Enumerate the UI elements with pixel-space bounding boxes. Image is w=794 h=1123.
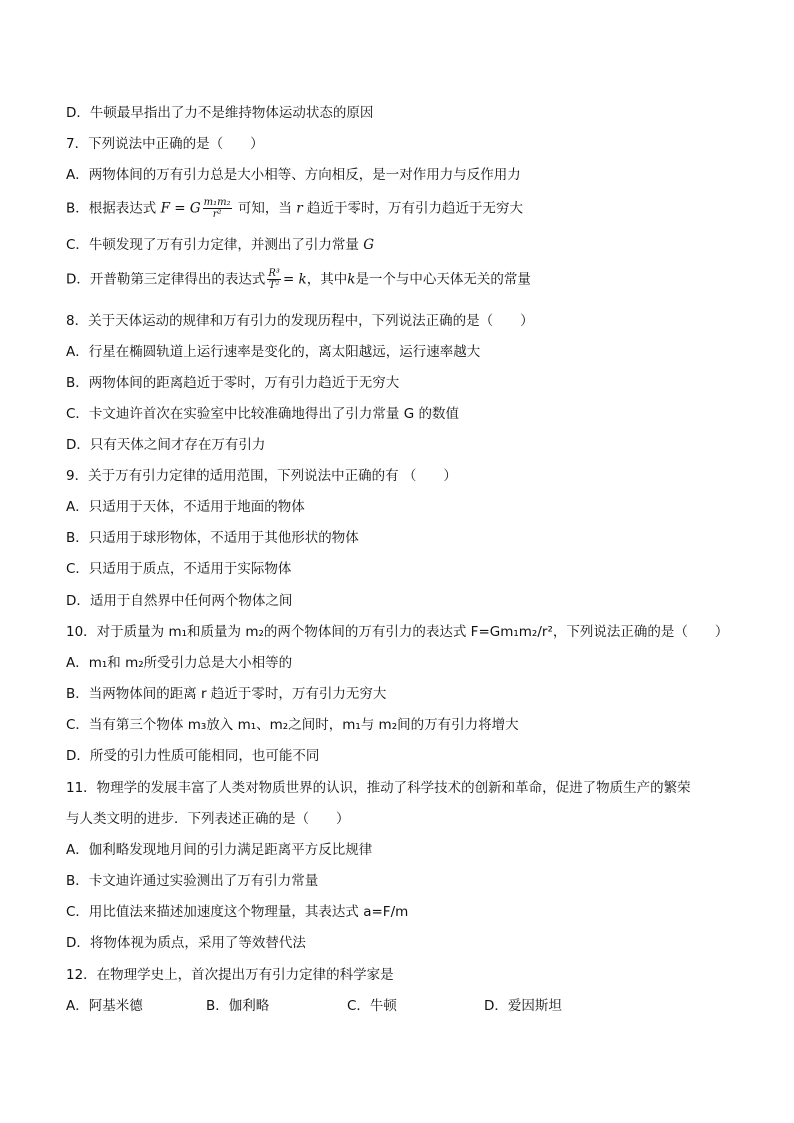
q11-option-b: B．卡文迪许通过实验测出了万有引力常量 <box>66 873 319 889</box>
q10-option-c: C．当有第三个物体 m₃放入 m₁、m₂之间时，m₁与 m₂间的万有引力将增大 <box>66 717 519 733</box>
q7c-g: G <box>363 237 375 253</box>
q7-stem: 7．下列说法中正确的是（ ） <box>66 136 264 152</box>
q12-option-a: A．阿基米德 <box>66 998 143 1014</box>
q11-option-a: A．伽利略发现地月间的引力满足距离平方反比规律 <box>66 842 373 858</box>
q7b-suffix: 趋近于零时，万有引力趋近于无穷大 <box>306 200 523 217</box>
q11-stem-line1: 11．物理学的发展丰富了人类对物质世界的认识，推动了科学技术的创新和革命，促进了物质生产的繁荣 <box>66 780 691 796</box>
q11-option-c: C．用比值法来描述加速度这个物理量，其表达式 a=F/m <box>66 904 409 920</box>
q8-option-a: A．行星在椭圆轨道上运行速率是变化的，离太阳越远，运行速率越大 <box>66 344 481 360</box>
q7b-formula-lhs: F = G <box>160 200 201 217</box>
q9-option-a: A．只适用于天体，不适用于地面的物体 <box>66 499 305 515</box>
q7d-prefix: D．开普勒第三定律得出的表达式 <box>66 271 266 288</box>
q7c-text: C．牛顿发现了万有引力定律，并测出了引力常量 <box>66 237 359 253</box>
q7-option-b <box>66 197 523 220</box>
q7b-denominator: r² <box>212 209 222 220</box>
q7d-denominator: T² <box>268 280 280 291</box>
q7d-fraction <box>267 268 281 291</box>
q7-option-d <box>66 268 531 291</box>
q7d-suffix: 是一个与中心天体无关的常量 <box>355 271 531 288</box>
q9-option-b: B．只适用于球形物体，不适用于其他形状的物体 <box>66 530 359 546</box>
q10-option-b: B．当两物体间的距离 r 趋近于零时，万有引力无穷大 <box>66 686 387 702</box>
q7d-eq: = k <box>282 271 307 288</box>
q11-option-d: D．将物体视为质点，采用了等效替代法 <box>66 935 306 951</box>
q9-stem: 9．关于万有引力定律的适用范围，下列说法中正确的有 （ ） <box>66 468 457 484</box>
q7d-numerator: R³ <box>268 268 280 279</box>
q10-option-d: D．所受的引力性质可能相同，也可能不同 <box>66 748 320 764</box>
q8-option-d: D．只有天体之间才存在万有引力 <box>66 437 266 453</box>
q10-stem: 10．对于质量为 m₁和质量为 m₂的两个物体间的万有引力的表达式 F=Gm₁m₂/r²，下列说法正确的是（ ） <box>66 624 729 640</box>
q7b-mid: 可知，当 <box>237 200 292 217</box>
q7b-r: r <box>296 200 303 217</box>
q12-stem: 12．在物理学史上，首次提出万有引力定律的科学家是 <box>66 967 394 983</box>
q7d-mid: ，其中 <box>306 271 348 288</box>
q12-option-c: C．牛顿 <box>347 998 397 1014</box>
q10-option-a: A．m₁和 m₂所受引力总是大小相等的 <box>66 655 293 671</box>
q7d-k: k <box>347 271 356 288</box>
q7b-numerator: m₁m₂ <box>203 197 231 208</box>
q7b-fraction <box>203 197 232 220</box>
q7b-prefix: B．根据表达式 <box>66 200 157 217</box>
q7-option-c <box>66 236 374 254</box>
q9-option-c: C．只适用于质点，不适用于实际物体 <box>66 561 292 577</box>
q12-option-b: B．伽利略 <box>206 998 270 1014</box>
q8-stem: 8．关于天体运动的规律和万有引力的发现历程中，下列说法正确的是（ ） <box>66 313 534 329</box>
q7-option-a: A．两物体间的万有引力总是大小相等、方向相反，是一对作用力与反作用力 <box>66 167 521 183</box>
q6-option-d: D．牛顿最早指出了力不是维持物体运动状态的原因 <box>66 105 374 121</box>
q8-option-b: B．两物体间的距离趋近于零时，万有引力趋近于无穷大 <box>66 375 400 391</box>
q12-options <box>66 997 562 1015</box>
q9-option-d: D．适用于自然界中任何两个物体之间 <box>66 593 293 609</box>
q8-option-c: C．卡文迪许首次在实验室中比较准确地得出了引力常量 G 的数值 <box>66 406 459 422</box>
q12-option-d: D．爱因斯坦 <box>484 998 562 1014</box>
q11-stem-line2: 与人类文明的进步．下列表述正确的是（ ） <box>66 811 350 827</box>
